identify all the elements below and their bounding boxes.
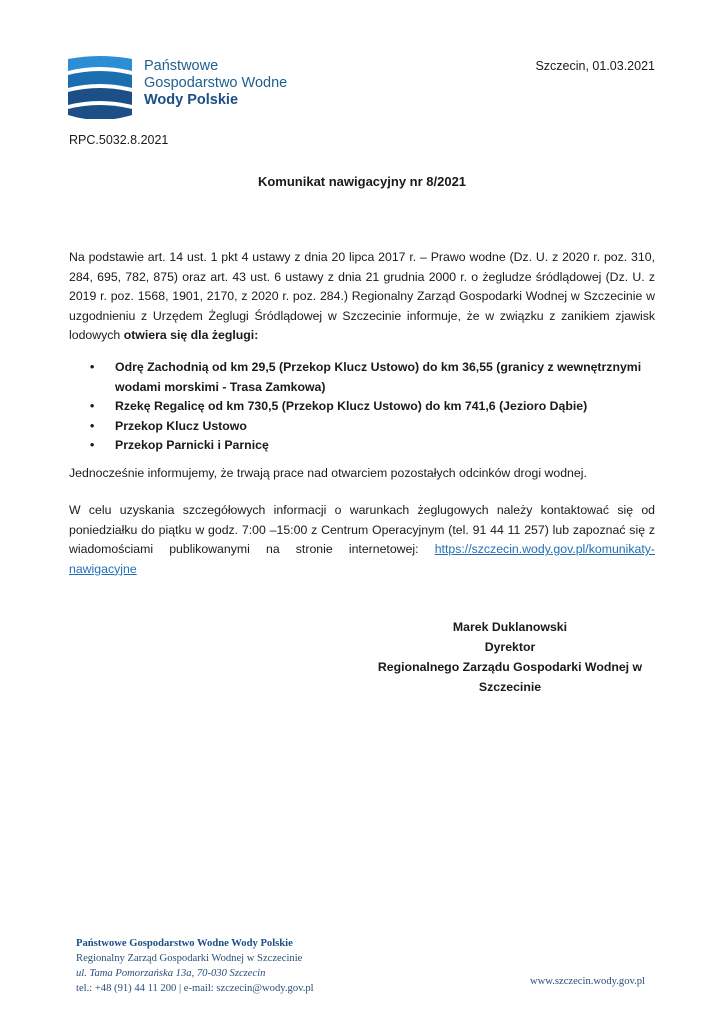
footer-line-2: Regionalny Zarząd Gospodarki Wodnej w Szczecinie: [76, 953, 303, 964]
place-date: Szczecin, 01.03.2021: [535, 59, 655, 73]
signatory-organization-2: Szczecinie: [478, 680, 542, 694]
signatory-position: Dyrektor: [484, 640, 536, 654]
list-item: • Przekop Klucz Ustowo: [69, 417, 655, 437]
footer-line-1: Państwowe Gospodarstwo Wodne Wody Polskie: [76, 938, 293, 949]
intro-text: Na podstawie art. 14 ust. 1 pkt 4 ustawy z dnia 20 lipca 2017 r. – Prawo wodne (Dz. U. z 2020 r. poz. 310, 284, 695, 782, 875) oraz art. 43 ust. 6 ustawy z dnia 21 grudnia 2000 r. o żegludze śródlądowej (Dz. U. z 2019 r. poz. 1568, 1901, 2170, z 2020 r. poz. 284.) Regionalny Zarząd Gospodarki Wodnej w Szczecinie w uzgodnieniu z Urzędem Żeglugi Śródlądowej w Szczecinie informuje, że w związku z zanikiem zjawisk lodowych: [69, 250, 655, 343]
footer-website: www.szczecin.wody.gov.pl: [529, 976, 645, 987]
contact-text: W celu uzyskania szczegółowych informacji o warunkach żeglugowych należy kontaktować się od poniedziałku do piątku w godz. 7:00 –15:00 z Centrum Operacyjnym (tel. 91 44 11 257) lub zapoznać się z wiadomościami publikowanymi na stronie internetowej:: [69, 503, 655, 557]
footer-line-3: ul. Tama Pomorzańska 13a, 70-030 Szczecin: [76, 968, 266, 979]
intro-paragraph: [69, 248, 655, 346]
water-waves-icon: [68, 55, 132, 119]
logo-line-2: Gospodarstwo Wodne: [144, 75, 288, 91]
signature-block: [370, 617, 650, 697]
reference-number: RPC.5032.8.2021: [69, 133, 169, 147]
logo-line-1: Państwowe: [144, 58, 219, 74]
signatory-organization-1: Regionalnego Zarządu Gospodarki Wodnej w: [377, 660, 643, 674]
intro-bold: otwiera się dla żeglugi:: [123, 328, 259, 343]
logo-wordmark: [144, 58, 287, 109]
logo-line-3: Wody Polskie: [144, 92, 239, 108]
contact-paragraph: [69, 501, 655, 579]
opened-waterways-list: [69, 358, 655, 456]
komunikaty-link[interactable]: https://szczecin.wody.gov.pl/komunikaty-nawigacyjne: [69, 542, 655, 576]
signatory-name: Marek Duklanowski: [452, 620, 568, 634]
list-item: • Odrę Zachodnią od km 29,5 (Przekop Klucz Ustowo) do km 36,55 (granicy z wewnętrznymi wodami morskimi - Trasa Zamkowa): [69, 358, 655, 397]
wody-polskie-logo: [68, 55, 298, 119]
footer-line-4: tel.: +48 (91) 44 11 200 | e-mail: szczecin@wody.gov.pl: [76, 983, 314, 994]
list-item: • Przekop Parnicki i Parnicę: [69, 436, 655, 456]
list-item: • Rzekę Regalicę od km 730,5 (Przekop Klucz Ustowo) do km 741,6 (Jezioro Dąbie): [69, 397, 655, 417]
document-title: Komunikat nawigacyjny nr 8/2021: [257, 174, 467, 189]
footer-address: [76, 936, 314, 996]
info-paragraph: Jednocześnie informujemy, że trwają prace nad otwarciem pozostałych odcinków drogi wodnej.: [69, 466, 587, 480]
